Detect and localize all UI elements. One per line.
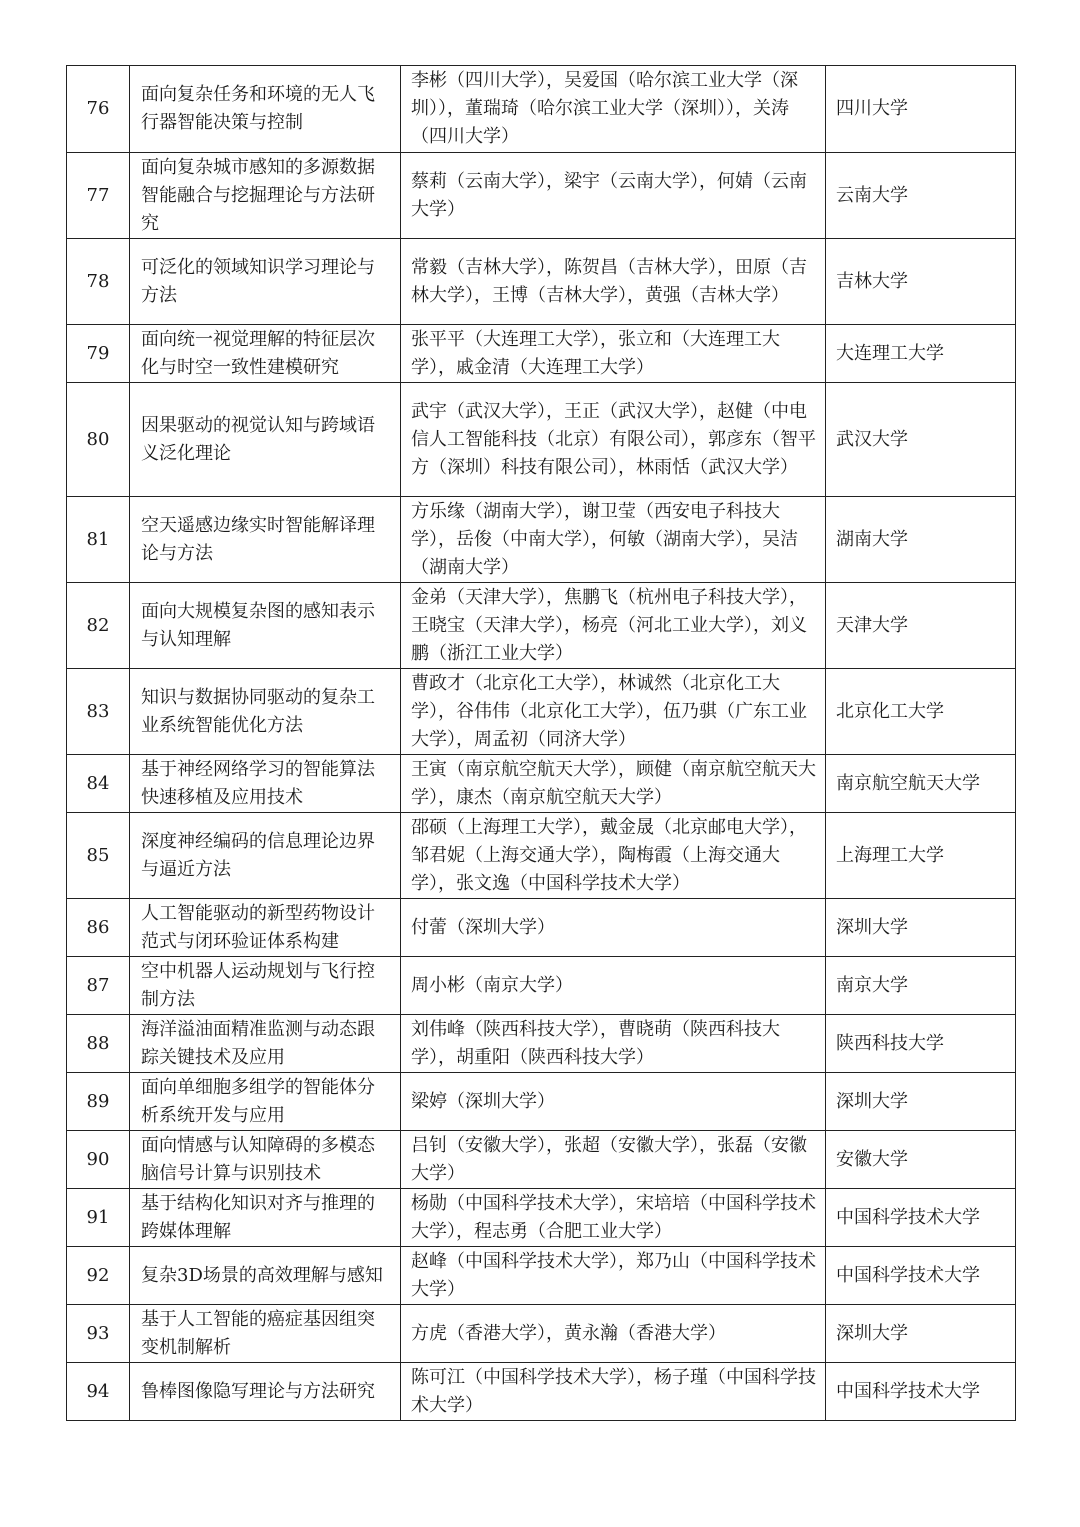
table-row: [67, 1305, 1016, 1363]
host-unit-cell: 南京航空航天大学: [826, 755, 1016, 813]
row-number-cell: 77: [67, 153, 130, 239]
table-row: [67, 1131, 1016, 1189]
row-number-cell: 93: [67, 1305, 130, 1363]
row-number-cell: 86: [67, 899, 130, 957]
row-number-cell: 84: [67, 755, 130, 813]
host-unit-cell: 吉林大学: [826, 239, 1016, 325]
team-members-cell: 周小彬（南京大学）: [401, 957, 826, 1015]
table-row: [67, 755, 1016, 813]
project-title-cell: 人工智能驱动的新型药物设计范式与闭环验证体系构建: [130, 899, 401, 957]
team-members-cell: 王寅（南京航空航天大学），顾健（南京航空航天大学），康杰（南京航空航天大学）: [401, 755, 826, 813]
row-number-cell: 82: [67, 583, 130, 669]
row-number-cell: 89: [67, 1073, 130, 1131]
team-members-cell: 李彬（四川大学），吴爱国（哈尔滨工业大学（深圳）），董瑞琦（哈尔滨工业大学（深圳）），关涛（四川大学）: [401, 66, 826, 153]
project-table: [66, 65, 1016, 1421]
row-number-cell: 80: [67, 383, 130, 497]
team-members-cell: 邵硕（上海理工大学），戴金晟（北京邮电大学），邹君妮（上海交通大学），陶梅霞（上海交通大学），张文逸（中国科学技术大学）: [401, 813, 826, 899]
host-unit-cell: 天津大学: [826, 583, 1016, 669]
project-title-cell: 基于人工智能的癌症基因组突变机制解析: [130, 1305, 401, 1363]
host-unit-cell: 深圳大学: [826, 1073, 1016, 1131]
team-members-cell: 刘伟峰（陕西科技大学），曹晓萌（陕西科技大学），胡重阳（陕西科技大学）: [401, 1015, 826, 1073]
host-unit-cell: 四川大学: [826, 66, 1016, 153]
table-row: [67, 497, 1016, 583]
table-row: [67, 583, 1016, 669]
host-unit-cell: 大连理工大学: [826, 325, 1016, 383]
project-title-cell: 空天遥感边缘实时智能解译理论与方法: [130, 497, 401, 583]
table-row: [67, 1015, 1016, 1073]
project-title-cell: 基于神经网络学习的智能算法快速移植及应用技术: [130, 755, 401, 813]
table-row: [67, 66, 1016, 153]
table-row: [67, 957, 1016, 1015]
row-number-cell: 76: [67, 66, 130, 153]
host-unit-cell: 安徽大学: [826, 1131, 1016, 1189]
host-unit-cell: 湖南大学: [826, 497, 1016, 583]
table-row: [67, 383, 1016, 497]
team-members-cell: 吕钊（安徽大学），张超（安徽大学），张磊（安徽大学）: [401, 1131, 826, 1189]
project-title-cell: 海洋溢油面精准监测与动态跟踪关键技术及应用: [130, 1015, 401, 1073]
team-members-cell: 张平平（大连理工大学），张立和（大连理工大学），戚金清（大连理工大学）: [401, 325, 826, 383]
row-number-cell: 94: [67, 1363, 130, 1421]
table-row: [67, 1189, 1016, 1247]
row-number-cell: 91: [67, 1189, 130, 1247]
table-row: [67, 1363, 1016, 1421]
host-unit-cell: 上海理工大学: [826, 813, 1016, 899]
host-unit-cell: 云南大学: [826, 153, 1016, 239]
host-unit-cell: 中国科学技术大学: [826, 1363, 1016, 1421]
project-title-cell: 面向统一视觉理解的特征层次化与时空一致性建模研究: [130, 325, 401, 383]
team-members-cell: 常毅（吉林大学），陈贺昌（吉林大学），田原（吉林大学），王博（吉林大学），黄强（吉林大学）: [401, 239, 826, 325]
project-title-cell: 面向情感与认知障碍的多模态脑信号计算与识别技术: [130, 1131, 401, 1189]
table-row: [67, 1247, 1016, 1305]
row-number-cell: 90: [67, 1131, 130, 1189]
table-row: [67, 325, 1016, 383]
row-number-cell: 87: [67, 957, 130, 1015]
host-unit-cell: 深圳大学: [826, 899, 1016, 957]
host-unit-cell: 武汉大学: [826, 383, 1016, 497]
row-number-cell: 79: [67, 325, 130, 383]
table-row: [67, 669, 1016, 755]
project-title-cell: 深度神经编码的信息理论边界与逼近方法: [130, 813, 401, 899]
team-members-cell: 陈可江（中国科学技术大学），杨子瑾（中国科学技术大学）: [401, 1363, 826, 1421]
team-members-cell: 赵峰（中国科学技术大学），郑乃山（中国科学技术大学）: [401, 1247, 826, 1305]
project-title-cell: 鲁棒图像隐写理论与方法研究: [130, 1363, 401, 1421]
row-number-cell: 85: [67, 813, 130, 899]
project-title-cell: 可泛化的领域知识学习理论与方法: [130, 239, 401, 325]
project-title-cell: 因果驱动的视觉认知与跨域语义泛化理论: [130, 383, 401, 497]
row-number-cell: 78: [67, 239, 130, 325]
team-members-cell: 蔡莉（云南大学），梁宇（云南大学），何婧（云南大学）: [401, 153, 826, 239]
host-unit-cell: 中国科学技术大学: [826, 1189, 1016, 1247]
host-unit-cell: 北京化工大学: [826, 669, 1016, 755]
row-number-cell: 88: [67, 1015, 130, 1073]
team-members-cell: 曹政才（北京化工大学），林诚然（北京化工大学），谷伟伟（北京化工大学），伍乃骐（广东工业大学），周孟初（同济大学）: [401, 669, 826, 755]
table-row: [67, 1073, 1016, 1131]
table-row: [67, 899, 1016, 957]
host-unit-cell: 南京大学: [826, 957, 1016, 1015]
team-members-cell: 武宇（武汉大学），王正（武汉大学），赵健（中电信人工智能科技（北京）有限公司），郭彦东（智平方（深圳）科技有限公司），林雨恬（武汉大学）: [401, 383, 826, 497]
project-title-cell: 基于结构化知识对齐与推理的跨媒体理解: [130, 1189, 401, 1247]
team-members-cell: 付蕾（深圳大学）: [401, 899, 826, 957]
team-members-cell: 杨勋（中国科学技术大学），宋培培（中国科学技术大学），程志勇（合肥工业大学）: [401, 1189, 826, 1247]
project-title-cell: 复杂3D场景的高效理解与感知: [130, 1247, 401, 1305]
project-title-cell: 面向单细胞多组学的智能体分析系统开发与应用: [130, 1073, 401, 1131]
team-members-cell: 梁婷（深圳大学）: [401, 1073, 826, 1131]
project-title-cell: 面向复杂任务和环境的无人飞行器智能决策与控制: [130, 66, 401, 153]
host-unit-cell: 中国科学技术大学: [826, 1247, 1016, 1305]
team-members-cell: 金弟（天津大学），焦鹏飞（杭州电子科技大学），王晓宝（天津大学），杨亮（河北工业大学），刘义鹏（浙江工业大学）: [401, 583, 826, 669]
host-unit-cell: 陕西科技大学: [826, 1015, 1016, 1073]
row-number-cell: 81: [67, 497, 130, 583]
row-number-cell: 92: [67, 1247, 130, 1305]
table-row: [67, 153, 1016, 239]
team-members-cell: 方虎（香港大学），黄永瀚（香港大学）: [401, 1305, 826, 1363]
table-row: [67, 239, 1016, 325]
project-title-cell: 面向大规模复杂图的感知表示与认知理解: [130, 583, 401, 669]
host-unit-cell: 深圳大学: [826, 1305, 1016, 1363]
table-row: [67, 813, 1016, 899]
table-body: [67, 66, 1016, 1421]
project-title-cell: 知识与数据协同驱动的复杂工业系统智能优化方法: [130, 669, 401, 755]
team-members-cell: 方乐缘（湖南大学），谢卫莹（西安电子科技大学），岳俊（中南大学），何敏（湖南大学），吴洁（湖南大学）: [401, 497, 826, 583]
project-title-cell: 空中机器人运动规划与飞行控制方法: [130, 957, 401, 1015]
row-number-cell: 83: [67, 669, 130, 755]
project-title-cell: 面向复杂城市感知的多源数据智能融合与挖掘理论与方法研究: [130, 153, 401, 239]
